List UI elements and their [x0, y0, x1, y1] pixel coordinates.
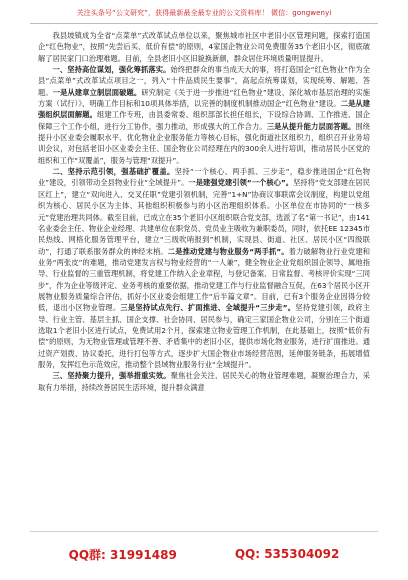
bold-heading-text: 一是从建章立制层面破题。 — [52, 87, 142, 97]
paragraph-intro — [38, 30, 370, 64]
bold-heading-text: 一、坚持高位谋划，强化筹抓落实。 — [52, 65, 171, 75]
bold-heading-text: 三是坚持试点先行、扩面推进、全域提升“三步走”。 — [120, 303, 296, 313]
paragraph-section-3 — [38, 370, 370, 393]
bold-heading-text: 一是建强党建引领“一个核心”。 — [188, 178, 294, 188]
body-text: 坚持将“党支部建在居民区红上”，建立“双向进入、交叉任职”党建引领机制，完善“1+N”协商议事联席会议制度，构建以党组织为核心、居民小区为主体、其他组织积极参与的小区治理组织体系。小区单位在市协同的“一核多元”党建治理共同体。截至目前，已成立在35个老旧小区组织联合党支部，选派了名“第一书记”，由141名业委会主任、物业企业经理、共建单位在职党员、党员业主吸收为兼职委员，同时，依托EE 12345市民热线、网格化服务管理平台，建立“三级吹哨报到”机制，实现县、街道、社区、居民小区“四级联动”，打通了联系服务群众的神经末梢。 — [38, 178, 370, 256]
body-text: 始终把群众的事当成天大的事，将打造国企“红色物业”作为全县“点菜单”式改革试点项目之一，列入“十件品质民生要事”，高起点统筹谋划，实现统筹、解题、答题。 — [38, 65, 370, 97]
footer-qq-group: QQ群: 31991489 — [68, 547, 177, 562]
body-text: 聚焦社会关注、居民关心的物业管理难题，凝聚治理合力，采取有力举措，持续改善居民生活环境，提升群众满意 — [38, 371, 370, 392]
banner-text: 关注头条号“公文研究”，获得最新最全最专业的公文资料库！ 微信：gongwenyi — [76, 9, 332, 17]
footer-qq: QQ: 535304092 — [234, 547, 340, 561]
body-text: 围绕提升小区业委会履职水平、优化物业企业服务能力等核心目标，强化街道社区组织力，组织召开业务培训会议，对包括老旧小区业委会主任、国企物业公司经理在内的300余人进行培训，推动居民小区党的组织和工作“双覆盖”，服务与管理“双提升”。 — [38, 121, 370, 165]
body-text: 组建工作专班，由县委常委、组织部部长担任组长，下设综合协调、工作推进、国企保障三个工作小组，进行分工协作，强力推动，形成强大的工作合力。 — [38, 110, 370, 131]
paragraph-section-2 — [38, 166, 370, 370]
body-text: 坚持党建引领，政府主导、行业主管、基层主抓、国企支撑、社会协同、居民参与，确定三家国企物业公司，分别在三个街道选取1个老旧小区进行试点，免费试用2个月，探索建立物业管理工作机制，在此基础上，按照“低价有偿”的原则，为无物业管理或管理不善、矛盾集中的老旧小区，提供市场化物业服务，进行扩面推进。通过资产划拨、协议委托，进行打包等方式，逐步扩大国企物业市场经营范围，延伸服务链条，拓展增值服务，发挥红色示范效应，推动整个县域物业服务行业“全域提升”。 — [38, 303, 370, 369]
body-text: 坚持“一个核心、两手抓、三步走”，稳步推进国企“红色物业”建设，引领带动全县物业行业“全域提升”。 — [38, 167, 370, 188]
footer-divider — [30, 531, 378, 532]
bold-heading-text: 三是从提升能力层面答题。 — [266, 121, 356, 131]
body-text: 着力破解物业行业党建和业务“两张皮”的难题，推动党建发言权与物业经营的“一人兼”，健全物业企业党组织国企领导、属地指导、行业监督的三重管理机制，将党建工作纳入企业章程，与登记备案、日常监督、考核评价实现“三同步”，作为企业等级评定、业务考核的重要依据，推动党建工作与行业监督融合互促，在63个居民小区开展物业服务质量综合评估，抓好小区业委会组建工作“后半篇文章”。目前，已有3个服务企业因得分较低，退出小区物业管理。 — [38, 246, 370, 313]
bold-heading-text: 二、坚持示范引领，强基础扩覆盖。 — [52, 167, 175, 177]
bold-heading-text: 二是从建强组织层面解题。 — [38, 99, 370, 120]
document-body — [38, 30, 370, 530]
body-text: 我县坡镇成为全省“点菜单”式改革试点单位以来，聚焦城市社区中老旧小区管理问题，探索打造国企“红色物业”，按照“先尝后买、低价有偿”的原则，4家国企物业公司免费服务35个老旧小区，彻底破解了居民家门口治理难题。目前，全县老旧小区旧貌换新颜，群众居住环境质量明显提升。 — [38, 31, 370, 63]
body-text: 研究制定《关于进一步推进“红色物业”建设、深化城市基层治理的实施方案（试行）》，明确工作目标和10项具体举措，以完善的制度机制推动国企“红色物业”建设。 — [38, 87, 370, 109]
paragraph-section-1 — [38, 64, 370, 166]
bold-heading-text: 三、坚持聚力提升，强举措重实效。 — [52, 371, 171, 381]
footer-contact — [0, 534, 408, 574]
bold-heading-text: 二是推动党建与物业服务“两手抓”。 — [167, 246, 289, 256]
header-divider — [30, 23, 378, 24]
